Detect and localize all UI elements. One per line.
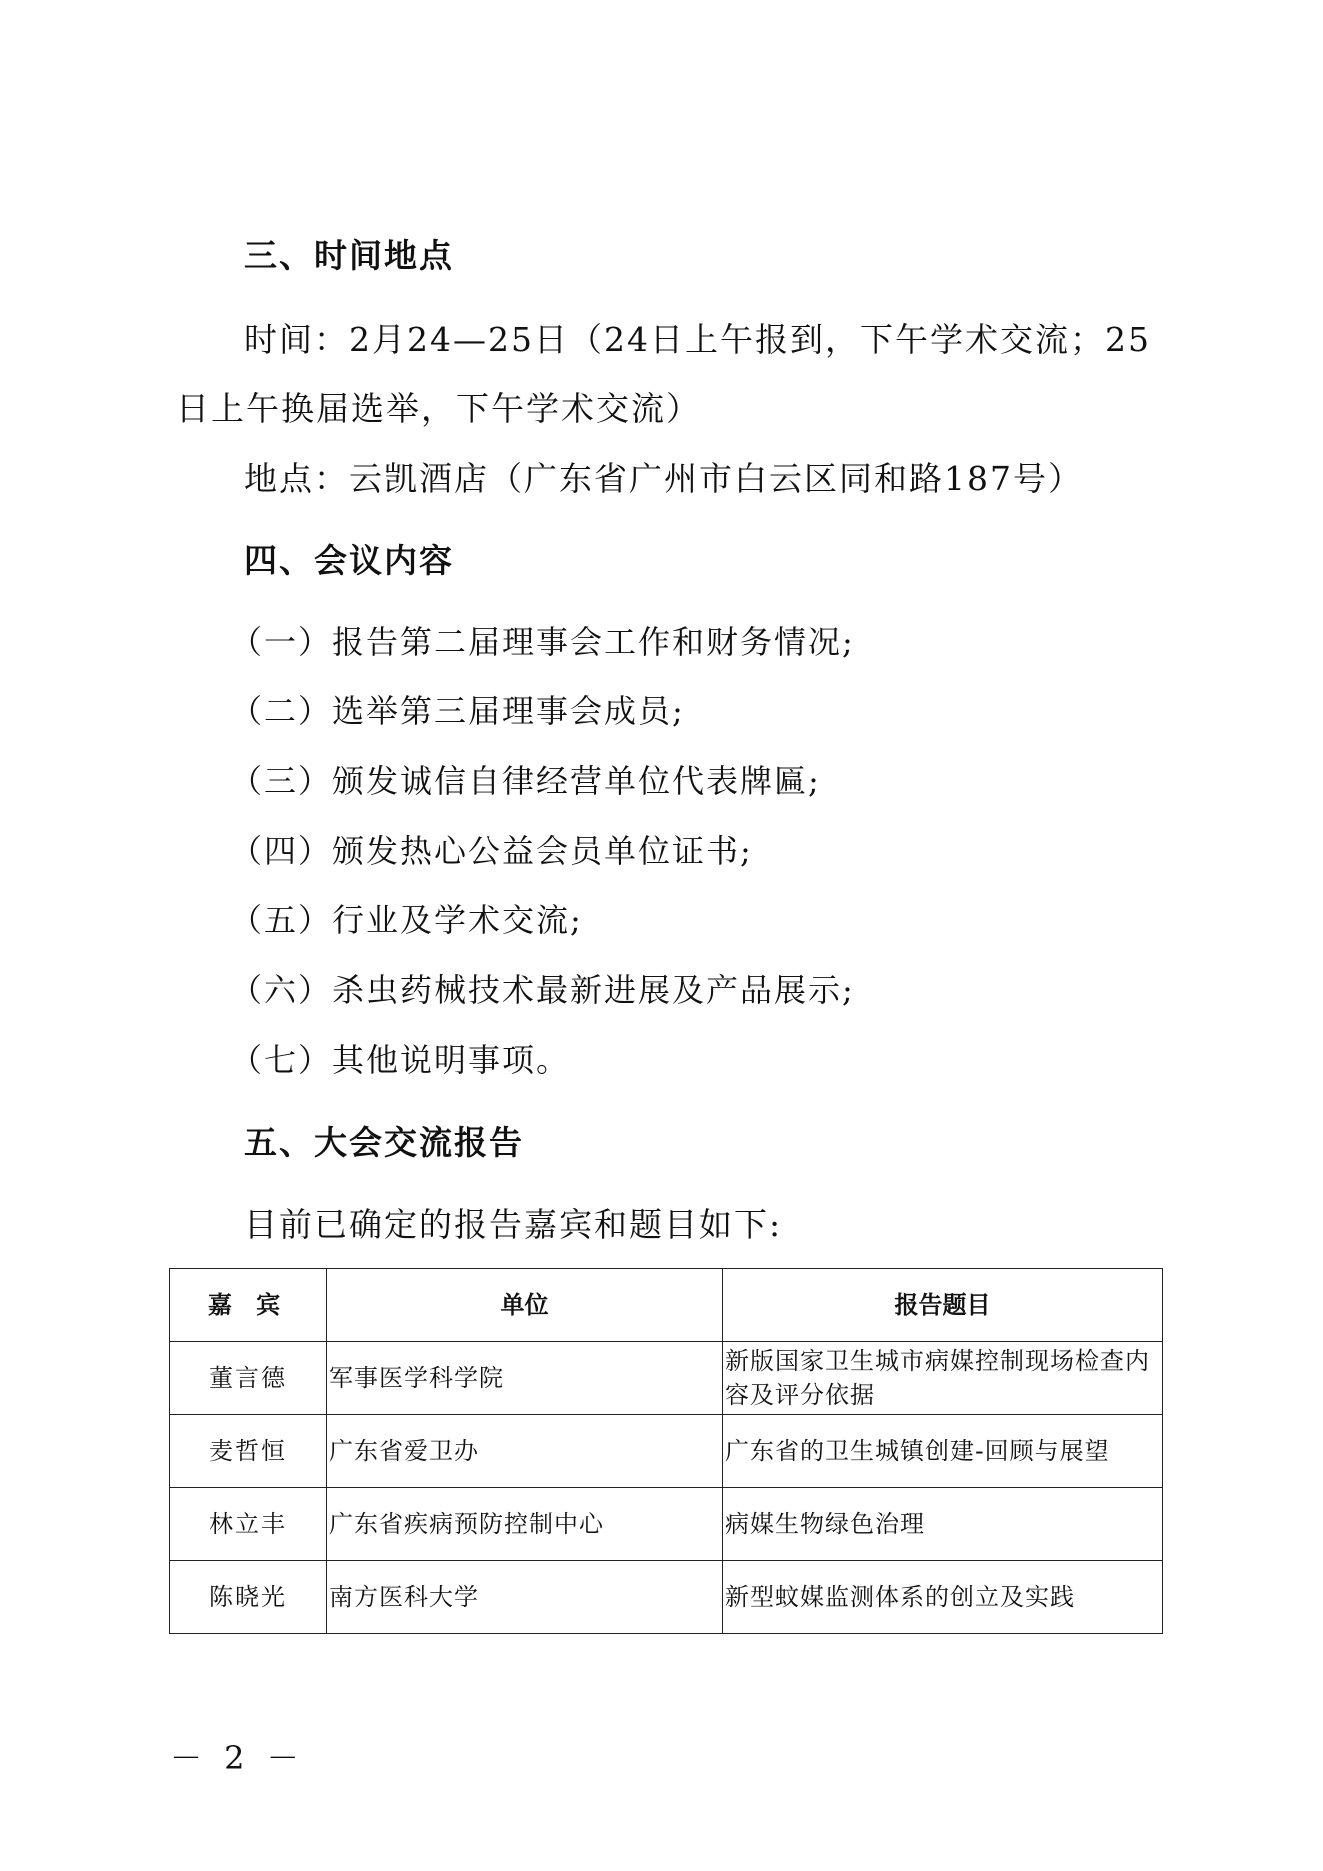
header-unit: 单位 — [327, 1269, 723, 1342]
speaker-table — [169, 1268, 1163, 1634]
guest-unit: 南方医科大学 — [327, 1561, 723, 1634]
guest-unit: 广东省疾病预防控制中心 — [327, 1488, 723, 1561]
meeting-item-7: （七）其他说明事项。 — [230, 1041, 571, 1079]
report-topic: 广东省的卫生城镇创建-回顾与展望 — [723, 1415, 1163, 1488]
report-topic: 新型蚊媒监测体系的创立及实践 — [723, 1561, 1163, 1634]
meeting-item-2: （二）选举第三届理事会成员; — [230, 692, 685, 730]
guest-unit: 军事医学科学院 — [327, 1342, 723, 1415]
guest-name: 董言德 — [170, 1342, 327, 1415]
time-line-2: 日上午换届选举，下午学术交流） — [176, 389, 701, 428]
meeting-item-4: （四）颁发热心公益会员单位证书; — [230, 832, 753, 870]
meeting-item-3: （三）颁发诚信自律经营单位代表牌匾; — [230, 762, 821, 800]
section-4-heading: 四、会议内容 — [244, 541, 454, 580]
report-topic: 新版国家卫生城市病媒控制现场检查内容及评分依据 — [723, 1342, 1163, 1415]
table-row — [170, 1342, 1163, 1415]
guest-unit: 广东省爱卫办 — [327, 1415, 723, 1488]
table-row — [170, 1415, 1163, 1488]
table-intro: 目前已确定的报告嘉宾和题目如下: — [244, 1205, 783, 1244]
guest-name: 麦哲恒 — [170, 1415, 327, 1488]
section-5-heading: 五、大会交流报告 — [244, 1123, 524, 1162]
table-row — [170, 1561, 1163, 1634]
section-3-heading: 三、时间地点 — [244, 236, 454, 275]
table-row — [170, 1488, 1163, 1561]
time-line-1: 时间：2月24—25日（24日上午报到，下午学术交流；25 — [244, 320, 1151, 359]
meeting-item-1: （一）报告第二届理事会工作和财务情况; — [230, 623, 855, 661]
guest-name: 林立丰 — [170, 1488, 327, 1561]
header-guest: 嘉 宾 — [170, 1269, 327, 1342]
table-header-row — [170, 1269, 1163, 1342]
meeting-item-5: （五）行业及学术交流; — [230, 901, 583, 939]
header-topic: 报告题目 — [723, 1269, 1163, 1342]
location-line: 地点：云凯酒店（广东省广州市白云区同和路187号） — [244, 459, 1083, 498]
guest-name: 陈晓光 — [170, 1561, 327, 1634]
report-topic: 病媒生物绿色治理 — [723, 1488, 1163, 1561]
meeting-item-6: （六）杀虫药械技术最新进展及产品展示; — [230, 971, 855, 1009]
page-number: － 2 － — [170, 1739, 305, 1777]
